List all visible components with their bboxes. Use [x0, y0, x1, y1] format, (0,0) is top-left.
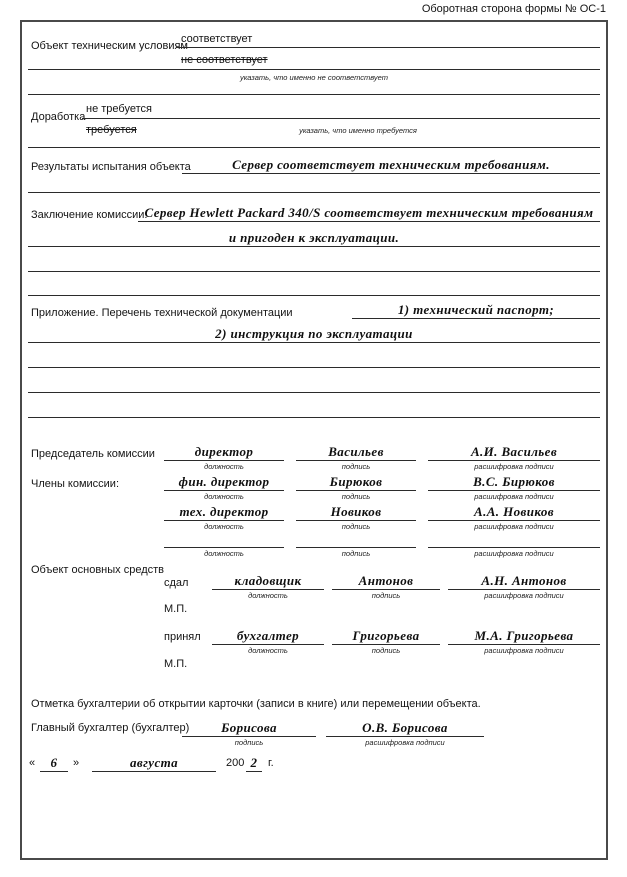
handed-label: сдал — [164, 577, 189, 589]
signature-line — [164, 460, 284, 461]
fill-line — [28, 192, 600, 193]
asset-transfer-label: Объект основных средств — [31, 564, 164, 576]
chairman-transcript: А.И. Васильев — [470, 444, 558, 459]
chairman-label: Председатель комиссии — [31, 448, 155, 460]
signature-caption: подпись — [341, 462, 371, 471]
signature-line — [164, 547, 284, 548]
rework-option-kept: не требуется — [86, 103, 152, 115]
attachment-value-line1: 1) технический паспорт; — [397, 302, 555, 317]
signature-caption: подпись — [341, 492, 371, 501]
fill-line — [138, 221, 600, 222]
handed-signature: Антонов — [358, 573, 414, 588]
signature-line — [428, 520, 600, 521]
transcript-caption: расшифровка подписи — [484, 646, 564, 655]
fill-line — [28, 392, 600, 393]
signature-caption: подпись — [371, 646, 401, 655]
date-day: 6 — [50, 755, 58, 770]
chairman-position: директор — [194, 444, 254, 459]
rework-label: Доработка — [31, 111, 86, 123]
position-caption: должность — [204, 522, 244, 531]
date-day-line — [40, 771, 68, 772]
tech-conditions-label: Объект техническим условиям — [31, 40, 188, 52]
quote-open: « — [29, 757, 36, 769]
form-side-note: Оборотная сторона формы № ОС-1 — [421, 3, 606, 15]
conclusion-value-line2: и пригоден к эксплуатации. — [228, 230, 400, 245]
accepted-label: принял — [164, 631, 201, 643]
transcript-caption: расшифровка подписи — [474, 522, 554, 531]
accounting-note: Отметка бухгалтерии об открытии карточки (записи в книге) или перемещении объекта. — [31, 698, 481, 710]
signature-line — [296, 520, 416, 521]
position-caption: должность — [204, 462, 244, 471]
fill-line — [28, 367, 600, 368]
signature-caption: подпись — [234, 738, 264, 747]
signature-line — [164, 520, 284, 521]
fill-line — [176, 47, 600, 48]
tech-conditions-hint: указать, что именно не соответствует — [240, 73, 388, 82]
signature-line — [326, 736, 484, 737]
fill-line — [82, 118, 600, 119]
signature-line — [212, 644, 324, 645]
fill-line — [182, 173, 600, 174]
signature-line — [182, 736, 316, 737]
signature-line — [428, 460, 600, 461]
date-year-prefix: 200 — [226, 757, 245, 769]
signature-line — [296, 547, 416, 548]
signature-line — [332, 589, 440, 590]
date-year-line — [246, 771, 262, 772]
rework-option-struck: требуется — [86, 124, 137, 136]
date-month-line — [92, 771, 216, 772]
handed-position: кладовщик — [234, 573, 302, 588]
chairman-signature: Васильев — [328, 444, 384, 459]
position-caption: должность — [248, 591, 288, 600]
signature-line — [448, 644, 600, 645]
chief-accountant-transcript: О.В. Борисова — [362, 720, 448, 735]
stamp-label: М.П. — [164, 658, 188, 670]
transcript-caption: расшифровка подписи — [365, 738, 445, 747]
member2-signature: Новиков — [330, 504, 382, 519]
fill-line — [28, 295, 600, 296]
signature-line — [428, 490, 600, 491]
signature-line — [212, 589, 324, 590]
member1-position: фин. директор — [178, 474, 270, 489]
transcript-caption: расшифровка подписи — [474, 549, 554, 558]
signature-caption: подпись — [341, 549, 371, 558]
signature-line — [296, 490, 416, 491]
handed-transcript: А.Н. Антонов — [481, 573, 567, 588]
member2-position: тех. директор — [179, 504, 269, 519]
fill-line — [28, 417, 600, 418]
attachment-value-line2: 2) инструкция по эксплуатации — [215, 326, 413, 341]
accepted-transcript: М.А. Григорьева — [474, 628, 574, 643]
test-results-label: Результаты испытания объекта — [31, 161, 191, 173]
fill-line — [28, 271, 600, 272]
position-caption: должность — [204, 549, 244, 558]
fill-line — [28, 69, 600, 70]
fill-line — [28, 94, 600, 95]
tech-conditions-option-kept: соответствует — [181, 33, 253, 45]
stamp-label: М.П. — [164, 603, 188, 615]
tech-conditions-option-struck: не соответствует — [181, 54, 268, 66]
signature-line — [164, 490, 284, 491]
transcript-caption: расшифровка подписи — [474, 492, 554, 501]
transcript-caption: расшифровка подписи — [474, 462, 554, 471]
member1-signature: Бирюков — [329, 474, 383, 489]
position-caption: должность — [248, 646, 288, 655]
signature-line — [332, 644, 440, 645]
fill-line — [352, 318, 600, 319]
date-year-unit: г. — [268, 757, 274, 769]
date-month: августа — [129, 755, 179, 770]
chief-accountant-signature: Борисова — [221, 720, 277, 735]
position-caption: должность — [204, 492, 244, 501]
signature-line — [428, 547, 600, 548]
member1-transcript: В.С. Бирюков — [473, 474, 555, 489]
fill-line — [28, 342, 600, 343]
date-year-suffix: 2 — [250, 755, 258, 770]
fill-line — [28, 246, 600, 247]
signature-caption: подпись — [371, 591, 401, 600]
accepted-position: бухгалтер — [236, 628, 300, 643]
conclusion-label: Заключение комиссии: — [31, 209, 148, 221]
signature-line — [448, 589, 600, 590]
quote-close: » — [73, 757, 80, 769]
attachment-label: Приложение. Перечень технической документации — [31, 307, 293, 319]
chief-accountant-label: Главный бухгалтер (бухгалтер) — [31, 722, 190, 734]
rework-hint: указать, что именно требуется — [299, 126, 417, 135]
test-results-value: Сервер соответствует техническим требованиям. — [232, 157, 550, 172]
transcript-caption: расшифровка подписи — [484, 591, 564, 600]
accepted-signature: Григорьева — [352, 628, 420, 643]
signature-line — [296, 460, 416, 461]
members-label: Члены комиссии: — [31, 478, 120, 490]
conclusion-value-line1: Сервер Hewlett Packard 340/S соответствует техническим требованиям — [144, 205, 594, 220]
member2-transcript: А.А. Новиков — [474, 504, 554, 519]
signature-caption: подпись — [341, 522, 371, 531]
fill-line — [28, 147, 600, 148]
